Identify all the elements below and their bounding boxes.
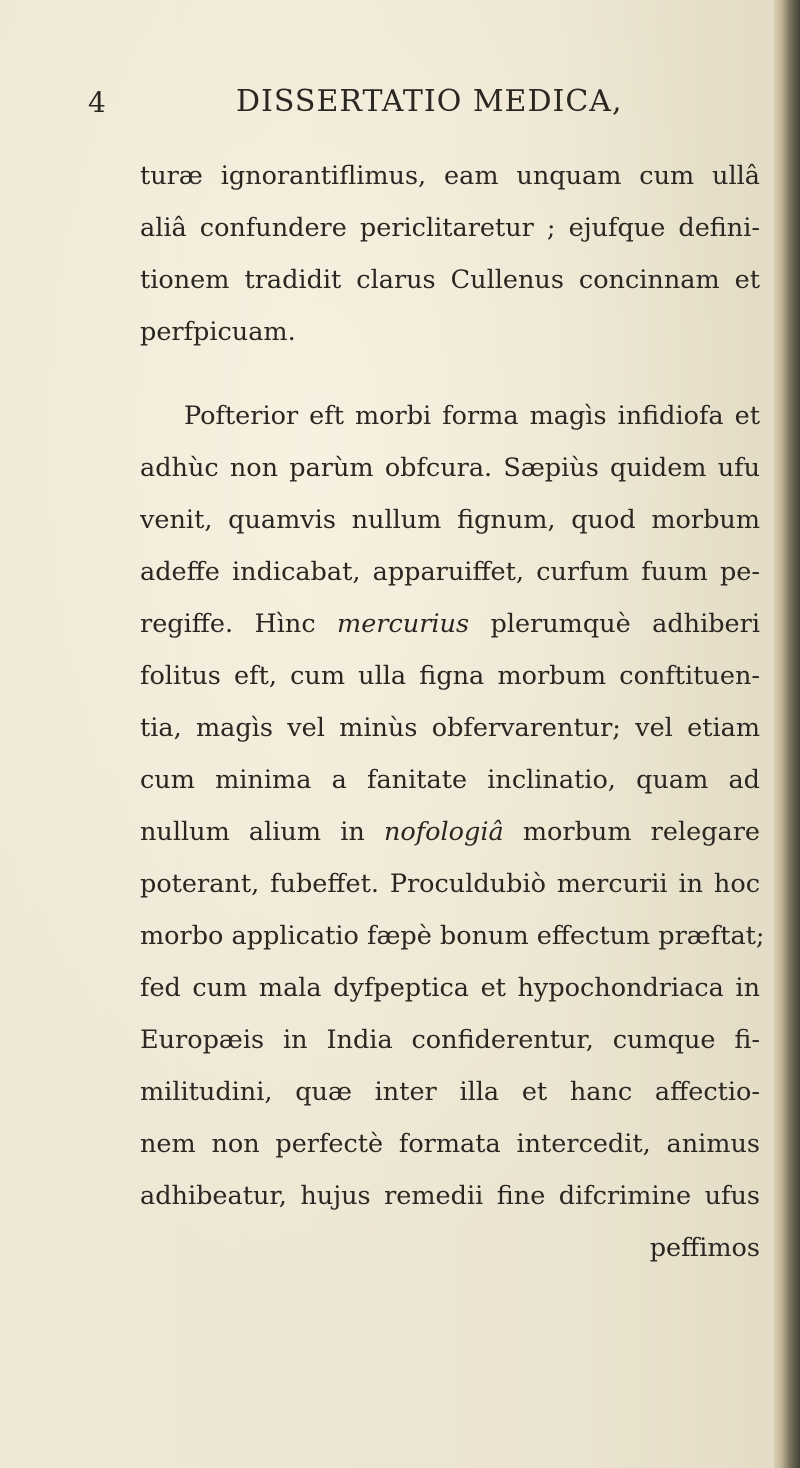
italic-term: mercurius bbox=[337, 609, 470, 639]
text-line: folitus eft, cum ulla figna morbum conftituen- bbox=[140, 661, 760, 691]
text-run: regiffe. Hìnc bbox=[140, 609, 338, 639]
text-line: fed cum mala dyfpeptica et hypochondriaca in bbox=[140, 973, 760, 1003]
text-run: nullum alium in bbox=[140, 817, 384, 847]
italic-term: nofologiâ bbox=[383, 817, 504, 847]
text-line: nem non perfectè formata intercedit, animus bbox=[140, 1129, 760, 1159]
text-line: Europæis in India confiderentur, cumque fi- bbox=[140, 1025, 760, 1055]
binding-edge bbox=[774, 0, 800, 1468]
text-line: perfpicuam. bbox=[140, 317, 296, 347]
text-line: adeffe indicabat, apparuiffet, curfum fuum pe- bbox=[140, 557, 760, 587]
text-line: Pofterior eft morbi forma magìs infidiofa et bbox=[184, 401, 760, 431]
catchword: peffimos bbox=[649, 1233, 760, 1263]
text-run: plerumquè adhiberi bbox=[469, 609, 760, 639]
text-line: militudini, quæ inter illa et hanc affectio- bbox=[140, 1077, 760, 1107]
text-line: tionem tradidit clarus Cullenus concinnam et bbox=[140, 265, 760, 295]
text-run: morbum relegare bbox=[503, 817, 760, 847]
text-line bbox=[140, 806, 760, 858]
text-line: turæ ignorantiflimus, eam unquam cum ullâ bbox=[140, 161, 760, 191]
text-line: cum minima a fanitate inclinatio, quam ad bbox=[140, 765, 760, 795]
text-line bbox=[140, 598, 760, 650]
header-title: DISSERTATIO MEDICA, bbox=[236, 84, 623, 119]
text-line: morbo applicatio fæpè bonum effectum præftat; bbox=[140, 921, 765, 951]
page-number: 4 bbox=[88, 86, 107, 119]
text-line: tia, magìs vel minùs obfervarentur; vel etiam bbox=[140, 713, 760, 743]
text-line: poterant, fubeffet. Proculdubiò mercurii in hoc bbox=[140, 869, 760, 899]
text-line: adhùc non parùm obfcura. Sæpiùs quidem ufu bbox=[140, 453, 760, 483]
text-line: adhibeatur, hujus remedii fine difcrimine ufus bbox=[140, 1181, 760, 1211]
running-head bbox=[88, 84, 768, 124]
body-text bbox=[140, 150, 765, 1274]
text-line: aliâ confundere periclitaretur ; ejufque defini- bbox=[140, 213, 760, 243]
text-line: venit, quamvis nullum fignum, quod morbum bbox=[140, 505, 760, 535]
